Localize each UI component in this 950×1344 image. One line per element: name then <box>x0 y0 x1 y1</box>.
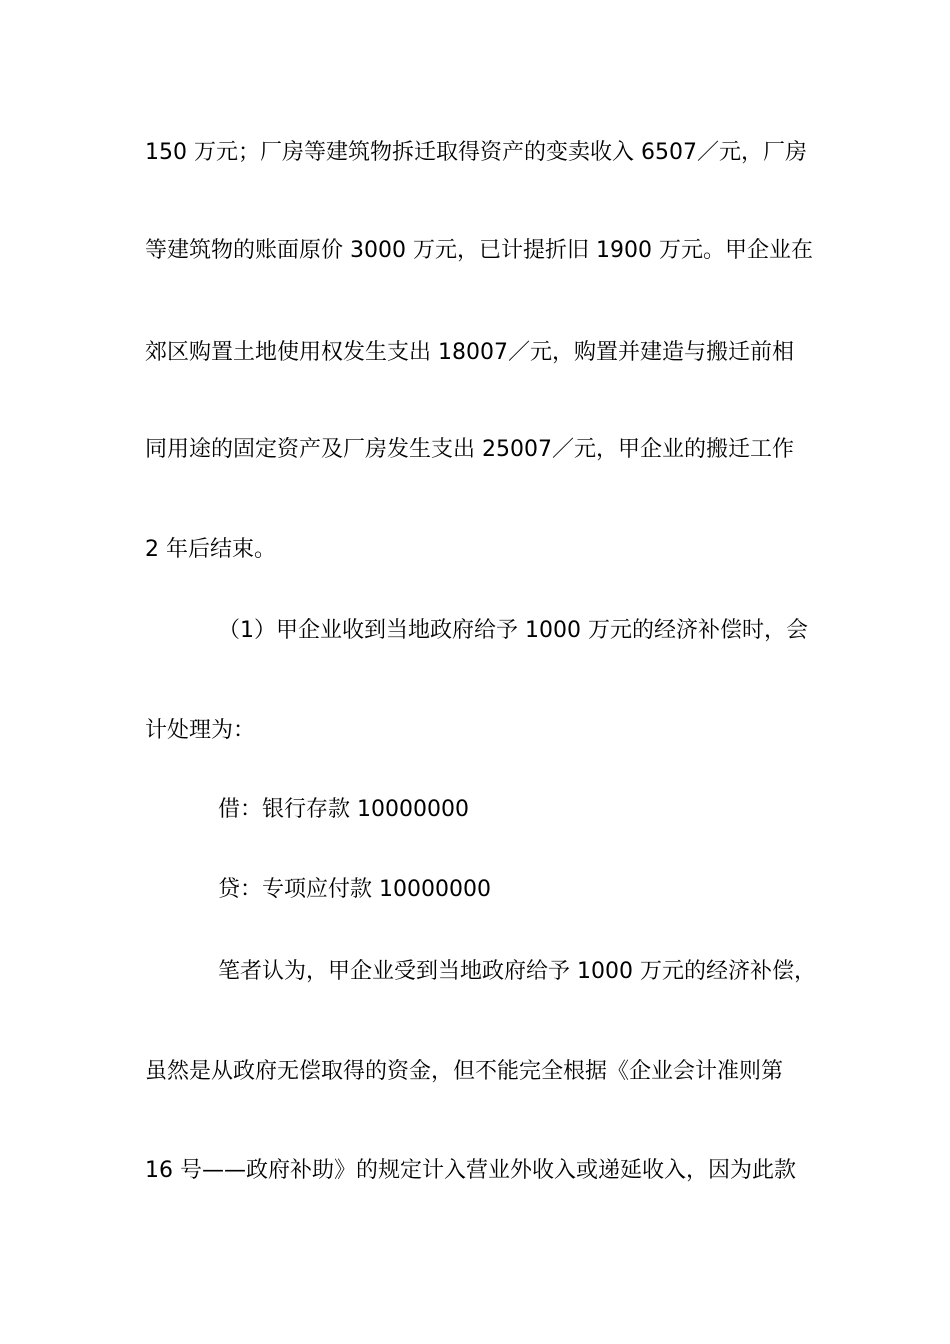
paragraph-line: 同用途的固定资产及厂房发生支出 25007／元，甲企业的搬迁工作 <box>145 437 794 462</box>
journal-entry-credit: 贷：专项应付款 10000000 <box>218 877 491 902</box>
paragraph-line: 郊区购置土地使用权发生支出 18007／元，购置并建造与搬迁前相 <box>145 340 794 365</box>
paragraph-line: 等建筑物的账面原价 3000 万元，已计提折旧 1900 万元。甲企业在 <box>145 238 813 263</box>
paragraph-line: 笔者认为，甲企业受到当地政府给予 1000 万元的经济补偿， <box>218 959 816 984</box>
paragraph-line: 150 万元；厂房等建筑物拆迁取得资产的变卖收入 6507／元，厂房 <box>145 140 807 165</box>
paragraph-line: 16 号——政府补助》的规定计入营业外收入或递延收入，因为此款 <box>145 1158 796 1183</box>
paragraph-line: 2 年后结束。 <box>145 537 276 562</box>
journal-entry-debit: 借：银行存款 10000000 <box>218 797 469 822</box>
paragraph-line: 计处理为： <box>145 718 256 743</box>
paragraph-line: 虽然是从政府无偿取得的资金，但不能完全根据《企业会计准则第 <box>145 1059 784 1084</box>
paragraph-line: （1）甲企业收到当地政府给予 1000 万元的经济补偿时，会 <box>218 618 808 643</box>
